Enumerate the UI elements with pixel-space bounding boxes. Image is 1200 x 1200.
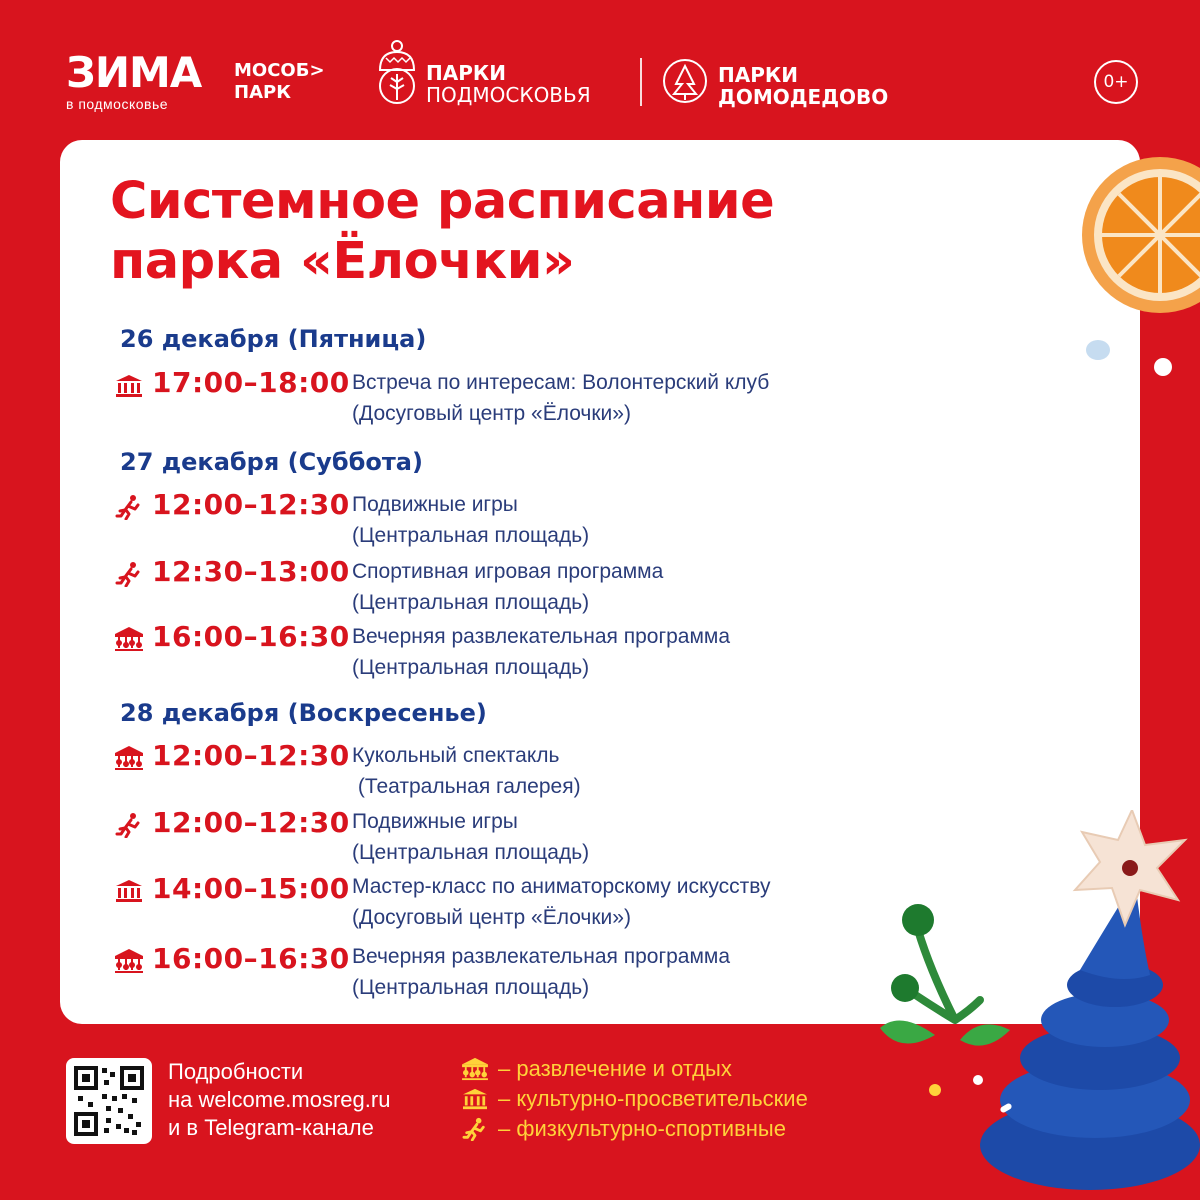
museum-icon (460, 1087, 490, 1111)
event-description (352, 367, 769, 429)
event-location: (Театральная галерея) (352, 775, 581, 798)
details-line-1: Подробности (168, 1059, 304, 1084)
parks-podmoskovya-line1: ПАРКИ (426, 61, 506, 85)
event-time: 17:00–18:00 (152, 366, 350, 399)
mosobpark-logo (234, 60, 325, 104)
event-description (352, 941, 730, 1003)
legend-label: – культурно-просветительские (498, 1086, 808, 1111)
details-text (168, 1058, 390, 1142)
event-title: Встреча по интересам: Волонтерский клуб (352, 371, 770, 394)
event-description (352, 806, 589, 868)
event-title: Вечерняя развлекательная программа (352, 945, 731, 968)
christmas-tree-decoration (860, 810, 1200, 1200)
knit-hat-icon (372, 40, 422, 106)
event-location: (Центральная площадь) (352, 976, 590, 999)
event-title: Вечерняя развлекательная программа (352, 625, 731, 648)
legend-label: – физкультурно-спортивные (498, 1116, 786, 1141)
runner-icon (114, 494, 144, 520)
event-time: 12:00–12:30 (152, 488, 350, 521)
event-description (352, 489, 589, 551)
event-description (352, 871, 770, 933)
runner-icon (114, 812, 144, 838)
page-title (110, 172, 774, 292)
day-heading: 28 декабря (Воскресенье) (120, 699, 487, 727)
parks-podmoskovya-logo (372, 40, 591, 111)
mosobpark-logo-line1: МОСОБ> (234, 60, 325, 81)
event-time: 16:00–16:30 (152, 620, 350, 653)
event-location: (Центральная площадь) (352, 656, 590, 679)
event-location: (Досуговый центр «Ёлочки») (352, 402, 631, 425)
parks-domodedovo-line1: ПАРКИ (718, 63, 798, 87)
museum-icon (114, 878, 144, 904)
legend-item-entertainment (460, 1054, 808, 1084)
event-description (352, 556, 663, 618)
zima-logo (66, 48, 202, 112)
event-time: 12:30–13:00 (152, 555, 350, 588)
event-description (352, 740, 581, 802)
event-location: (Досуговый центр «Ёлочки») (352, 906, 631, 929)
legend-item-sports (460, 1114, 808, 1144)
event-title: Мастер-класс по аниматорскому искусству (352, 875, 771, 898)
legend-item-cultural (460, 1084, 808, 1114)
event-description (352, 621, 730, 683)
event-time: 14:00–15:00 (152, 872, 350, 905)
carousel-icon (114, 745, 144, 771)
event-title: Спортивная игровая программа (352, 560, 664, 583)
carousel-icon (114, 948, 144, 974)
event-location: (Центральная площадь) (352, 524, 590, 547)
title-line-2: парка «Ёлочки» (110, 232, 575, 291)
carousel-icon (114, 626, 144, 652)
legend-label: – развлечение и отдых (498, 1056, 732, 1081)
parks-domodedovo-logo (662, 58, 889, 109)
details-website-link[interactable]: на welcome.mosreg.ru (168, 1087, 391, 1112)
orange-slice-decoration (1080, 135, 1200, 385)
age-rating-badge: 0+ (1094, 60, 1138, 104)
event-location: (Центральная площадь) (352, 841, 590, 864)
carousel-icon (460, 1057, 490, 1081)
event-title: Подвижные игры (352, 493, 518, 516)
event-time: 12:00–12:30 (152, 806, 350, 839)
runner-icon (460, 1117, 490, 1141)
legend (460, 1054, 808, 1144)
day-heading: 26 декабря (Пятница) (120, 325, 427, 353)
event-location: (Центральная площадь) (352, 591, 590, 614)
day-heading: 27 декабря (Суббота) (120, 448, 423, 476)
parks-domodedovo-line2: ДОМОДЕДОВО (718, 85, 889, 109)
event-time: 12:00–12:30 (152, 739, 350, 772)
tree-emblem-icon (662, 58, 708, 104)
runner-icon (114, 561, 144, 587)
title-line-1: Системное расписание (110, 172, 775, 231)
zima-logo-title: ЗИМА (66, 48, 202, 97)
parks-podmoskovya-line2: ПОДМОСКОВЬЯ (426, 83, 591, 107)
logo-divider (640, 58, 642, 106)
event-time: 16:00–16:30 (152, 942, 350, 975)
museum-icon (114, 373, 144, 399)
qr-code[interactable] (66, 1058, 152, 1144)
mosobpark-logo-line2: ПАРК (234, 82, 291, 103)
zima-logo-subtitle: в подмосковье (66, 96, 169, 112)
details-telegram-line: и в Telegram-канале (168, 1115, 374, 1140)
event-title: Подвижные игры (352, 810, 518, 833)
event-title: Кукольный спектакль (352, 744, 560, 767)
